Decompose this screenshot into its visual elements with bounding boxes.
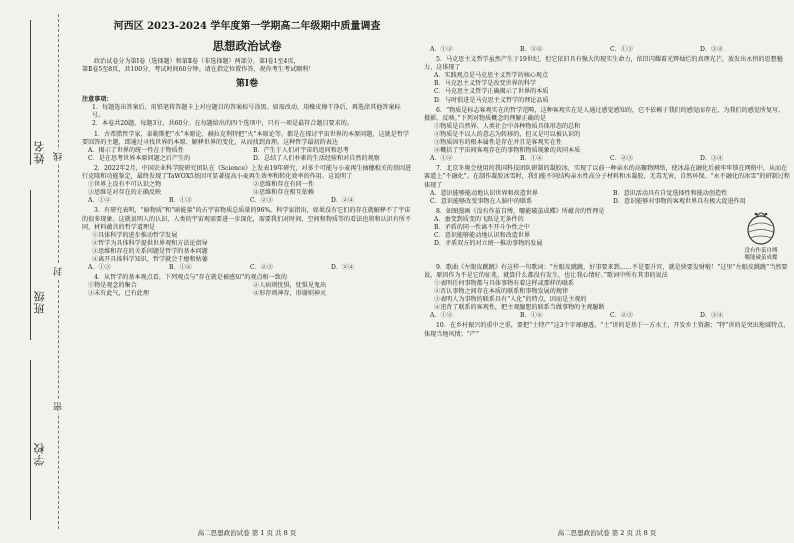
statement-item: ③思维是对存在的正确反映 <box>88 189 162 197</box>
statement-item: ②否认事物之间存在本质的联系和事物发展的规律 <box>434 288 569 296</box>
question-5 <box>424 56 790 105</box>
page-1 <box>82 0 412 543</box>
statement-item: ③物质固有的根本属性是存在并且是客观实在性 <box>434 139 562 147</box>
option: D．③④ <box>700 46 724 53</box>
name-label: 姓名 <box>33 140 46 164</box>
statement-item: ②人病则忧惧，忧惧见鬼出 <box>253 282 327 290</box>
statement-item: ①表明任何事物都与具体事物有着这样或那样的联系 <box>434 279 575 287</box>
option: D．矛盾双方的对立统一推动事物的发展 <box>434 240 543 248</box>
question-stem: 6．“物质是标志客观实在的哲学范畴，这种客观实在是人通过感觉感知的，它不依赖于我们的感觉而存在，为我们的感觉所复写、摄影、反映。”下列对物质概念的理解正确的是 <box>424 106 785 122</box>
question-stem: 3．有研究表明，“暗物质”和“暗能量”的占宇宙物质总质量的96%。科学家指出，如果没有它们的存在就解释不了宇宙的很多现象。这就说明人的认识，人类的宇宙观需要进一步深化，需要我们对时间、空间和物质等的看法也将和认识有所不同，材料蕴含的哲学道理是 <box>82 207 412 231</box>
school-label: 学校 <box>33 442 46 466</box>
cartoon-caption: 没有作茧自缚 <box>744 247 778 254</box>
option: D．意识能够对事物的客观世界具有极大促进作用 <box>613 197 746 205</box>
option: B．产生于人们对宇宙的追问和思考 <box>253 146 349 154</box>
option: A．蚕变到质变的飞跃是无条件的 <box>434 215 524 223</box>
question-2 <box>82 165 412 205</box>
seal-mark-line: 线 <box>54 152 64 161</box>
option: C．是在思考世界本原问题之后产生的 <box>88 154 191 162</box>
question-4-options <box>424 46 790 54</box>
option: C．①③ <box>610 46 633 53</box>
statement-item: ①物是观念的集合 <box>88 282 137 290</box>
question-3 <box>82 207 412 272</box>
question-7 <box>424 165 790 205</box>
page-2 <box>424 0 790 543</box>
statement-item: ②物质是不以人的意志为转移的，但又是可以被认识的 <box>434 130 581 138</box>
option: B．①③ <box>169 197 192 205</box>
option: C．②③ <box>610 155 633 163</box>
statement-item: ④离开具体科学知识，哲学就会干瘪和枯萎 <box>92 255 208 263</box>
section-title: 第Ⅰ卷 <box>235 79 259 90</box>
statement-item: ④思维和存在相互依赖 <box>253 189 314 197</box>
question-1 <box>82 131 412 163</box>
statement-item: ④形存则神存，形谢则神灭 <box>253 290 327 298</box>
option: C．意识能够改变事物在人脑中的联系 <box>430 197 533 205</box>
cocoon-cartoon <box>732 208 790 262</box>
question-8 <box>424 207 790 261</box>
option: C．马克思主义哲学正确揭示了世界的本质 <box>434 88 549 96</box>
question-stem: 4．从哲学的基本观点看，下列观点与“存在就是被感知”的观点相一致的 <box>94 274 287 282</box>
statement-item: ①具体科学的进步推动哲学发展 <box>92 231 178 239</box>
seal-mark-secret: 密 <box>54 402 64 411</box>
statement-item: ③未有此气，已有此理 <box>88 290 149 298</box>
option: B．矛盾的同一性离不开斗争性之中 <box>434 223 530 231</box>
option: A．①② <box>430 46 453 53</box>
binding-strip <box>0 0 74 543</box>
option: B．马克思主义哲学是改变世界的科学 <box>434 80 536 88</box>
option: B．①④ <box>520 312 543 320</box>
question-stem: 9．歌曲《左眼皮跳跳》有这样一句歌词：“左眼皮跳跳，好事要来到……不是要升官，就是快要发财啦！”这里“左眼皮跳跳”当然要说，原因作为不是它的征兆，就算什么都没有发生，也让我心情好。”歌词中所有其事的说法 <box>424 263 788 279</box>
option: D．②④ <box>331 197 355 205</box>
question-stem: 5．马克思主义哲学虽然产生于19世纪，但它依旧具有强大的现实生命力，依旧闪耀着光辉灿烂的真理光芒，放发出永恒的思想魅力，这体现了 <box>424 56 783 72</box>
option: D．②④ <box>331 264 355 272</box>
option: A．①② <box>430 155 453 163</box>
option: D．与时俱进是马克思主义哲学的理论品质 <box>434 96 549 104</box>
option: C．②③ <box>610 312 633 320</box>
notes-heading: 注意事项： <box>82 96 113 104</box>
statement-item: ②哲学为具体科学提供世界观和方法论指导 <box>92 239 208 247</box>
option: A．实践观点是马克思主义哲学的核心观点 <box>434 72 549 80</box>
statement-item: ②思维和存在有同一性 <box>253 181 314 189</box>
page-footer: 高二思想政治试卷 第 1 页 共 8 页 <box>197 528 297 537</box>
question-6 <box>424 107 790 164</box>
option: B．②④ <box>520 46 543 53</box>
class-line <box>30 190 31 340</box>
statement-item: ①世界上没有不可认识之物 <box>88 181 162 189</box>
school-line <box>30 360 31 520</box>
question-stem: 8．如图漫画《没有作茧自缚，哪能破茧成蝶》所蕴含的哲理是 <box>436 207 605 215</box>
option: A．①③ <box>88 264 111 272</box>
question-4 <box>82 274 412 298</box>
statement-item: ①物质是自然界、人类社会中各种物质具体形态的总和 <box>434 122 581 130</box>
statement-item: ④违背了联系的客观性，把主观臆想的联系当做事物的主观臆断 <box>434 304 605 312</box>
page-footer: 高二思想政治试卷 第 2 页 共 8 页 <box>557 528 657 537</box>
seal-mark-seal: 封 <box>54 267 64 276</box>
option: A．①② <box>430 312 453 320</box>
statement-item: ③表明人为事物的联系具有“人化”的特点，因而是主观的 <box>434 296 587 304</box>
exam-title: 河西区 2023-2024 学年度第一学期高二年级期中质量调查 <box>113 21 381 32</box>
intro-line: 政治试卷分为第Ⅰ卷（选择题）和第Ⅱ卷（非选择题）两部分，第Ⅰ卷1至4页， <box>94 58 300 65</box>
question-9 <box>424 264 790 321</box>
note-item: 2．本卷共20题，每题3分，共60分。在每题给出的四个选项中，只有一项是最符合题目要求的。 <box>92 120 353 128</box>
option: A．揭示了世界的统一性在于物质性 <box>88 146 184 154</box>
question-stem: 2．2022年2月，中国农业科学院研究团队在《Science》上发表19年研究，对多个可能与小麦再生抽穗相关的基因进行克隆和功能鉴定，最终发现了TaWOX5基因可显著提高小麦再生效率和转化效率的作用。这说明了 <box>82 164 412 181</box>
exam-subtitle: 思想政治试卷 <box>212 39 282 53</box>
option: B．①④ <box>520 155 543 163</box>
cartoon-caption: 哪能破茧成蝶 <box>744 254 778 261</box>
question-stem: 1．古希腊哲学家，泰勒斯把“水”本原论，赫拉克利特把“火”本原论等，都是在探讨宇宙世界的本原问题，这就是哲学要回答的主题，即通过寻找世界的本原、解释世界的变化，从而找到真理。这种哲学最初的表达 <box>82 130 409 146</box>
class-label: 班级 <box>33 290 46 314</box>
intro-line: 第Ⅱ卷5至8页，共100分，考试时间60分钟。请在指定位置作答，祝你考生考试顺利！ <box>82 66 315 74</box>
option: B．意识活动具有自觉选择性和能动创造性 <box>613 189 728 197</box>
cocoon-icon <box>741 208 781 248</box>
option: C．②③ <box>250 264 273 272</box>
option: D．③④ <box>700 155 724 163</box>
question-stem: 7．北京冬奥会使用的我国科技团队研制的凝胶冰，实现了以前一种亲水的高聚物网络，使冰晶在融化后被牢牢锁在网格中，从而在赛道上“不融化”。在制作凝胶冰雪时，我们能不同结构亲水性高分子材料和水凝胶，无毒无害，自然环保。“永不融化的冰雪”的研制过程体现了 <box>424 165 790 189</box>
statement-item: ④概括了宇宙间客观存在的事物和物质现象的共同本质 <box>434 147 581 155</box>
option: C．②③ <box>250 197 273 205</box>
option: A．①② <box>88 197 111 205</box>
name-line <box>30 20 31 165</box>
option: C．意识能够能动地认识和改造世界 <box>434 232 531 240</box>
question-stem: 10．在乡村振兴的重中之重，要把“土特产”这3个字琢磨透。“土”讲的是基于一方水土，开发乡土资源；“特”讲的是突出地域特点，体现当地风情；“产” <box>424 322 790 338</box>
option: D．总结了人们朴素的生活经验和对自然的观察 <box>253 154 380 162</box>
option: A．意识能够能动地认识世界和改造世界 <box>430 189 538 197</box>
option: B．①④ <box>169 264 192 272</box>
note-item: 1．每题选出答案后，用铅笔将答题卡上对应题目的答案标号涂黑。如需改动，用橡皮擦干净后，再选涂其他答案标号。 <box>92 104 401 120</box>
option: D．③④ <box>700 312 724 320</box>
question-10 <box>424 322 790 338</box>
statement-item: ③思维和存在的关系问题是哲学的基本问题 <box>92 247 208 255</box>
